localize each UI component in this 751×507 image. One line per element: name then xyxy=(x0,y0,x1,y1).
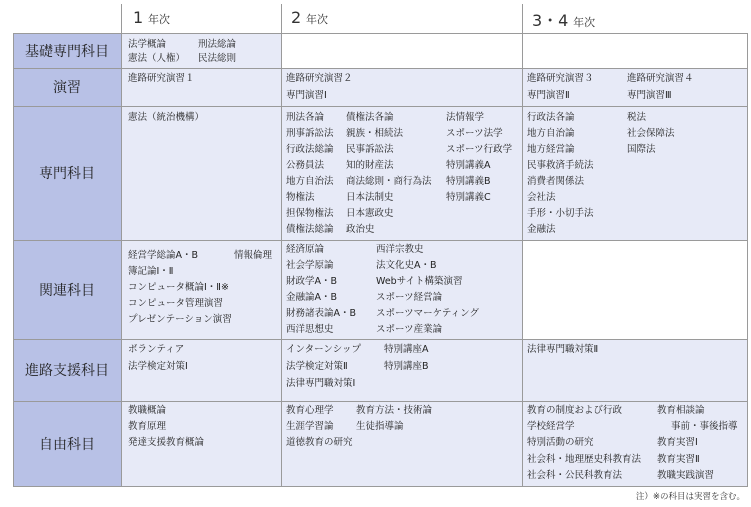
course-item: 専門演習Ⅱ xyxy=(527,90,570,101)
course-item: 事前・事後指導 xyxy=(671,421,738,432)
course-item: スポーツ法学 xyxy=(446,128,503,139)
course-item: 学校経営学 xyxy=(527,421,575,432)
course-item: 教職実践演習 xyxy=(657,470,715,481)
year-2-suffix: 年次 xyxy=(305,13,328,26)
course-item: 専門演習Ⅰ xyxy=(286,90,327,101)
course-item: 教育原理 xyxy=(128,421,167,432)
course-item: 特別活動の研究 xyxy=(527,437,594,448)
course-item: 教育心理学 xyxy=(286,405,334,416)
course-item: コンピュータ管理演習 xyxy=(128,298,224,309)
course-item: 地方自治法 xyxy=(286,176,334,187)
year-1-suffix: 年次 xyxy=(147,13,170,26)
course-item: 進路研究演習３ xyxy=(527,73,594,84)
course-item: 法情報学 xyxy=(446,112,485,123)
course-item: 法文化史A・B xyxy=(376,260,437,271)
course-item: 特別講義A xyxy=(446,160,491,171)
footnote: 注）※の科目は実習を含む。 xyxy=(635,492,745,502)
category-shinro xyxy=(13,339,121,401)
course-item: 財務諸表論A・B xyxy=(286,308,357,319)
course-item: 法学検定対策Ⅱ xyxy=(286,361,348,372)
course-item: 民法総則 xyxy=(198,53,237,64)
course-item: 教職概論 xyxy=(128,405,167,416)
course-item: 簿記論Ⅰ・Ⅱ xyxy=(128,266,174,277)
course-item: 国際法 xyxy=(627,144,656,155)
category-senmon xyxy=(13,106,121,240)
course-item: 社会学原論 xyxy=(286,260,334,271)
course-item: 民事救済手続法 xyxy=(527,160,594,171)
grid-line xyxy=(13,486,748,487)
course-item: 法学検定対策Ⅰ xyxy=(128,361,188,372)
course-item: 金融論A・B xyxy=(286,292,338,303)
year-3-4-number: 3・4 xyxy=(532,11,569,30)
grid-line xyxy=(281,4,282,486)
category-kanren xyxy=(13,240,121,339)
course-item: 西洋思想史 xyxy=(286,324,334,335)
grid-line xyxy=(13,339,748,340)
course-item: 政治史 xyxy=(346,224,375,235)
grid-line xyxy=(13,401,748,402)
course-item: 地方経営論 xyxy=(527,144,575,155)
course-item: 生涯学習論 xyxy=(286,421,334,432)
course-item: 道徳教育の研究 xyxy=(286,437,353,448)
course-item: 特別講義C xyxy=(446,192,491,203)
course-item: スポーツマーケティング xyxy=(376,308,479,319)
course-item: 商法総則・商行為法 xyxy=(346,176,432,187)
course-item: インターンシップ xyxy=(286,344,362,355)
grid-line xyxy=(13,240,748,241)
course-item: 消費者関係法 xyxy=(527,176,585,187)
course-item: 債権法総論 xyxy=(286,224,334,235)
course-item: 公務員法 xyxy=(286,160,325,171)
course-item: コンピュータ概論Ⅰ・Ⅱ※ xyxy=(128,282,229,293)
course-item: 特別講義B xyxy=(446,176,491,187)
course-item: 担保物権法 xyxy=(286,208,334,219)
category-kiso xyxy=(13,33,121,68)
header-year-1 xyxy=(121,4,281,32)
course-item: 経営学総論A・B xyxy=(128,250,199,261)
course-item: 刑法総論 xyxy=(198,39,237,50)
course-item: 教育方法・技術論 xyxy=(356,405,433,416)
course-item: スポーツ経営論 xyxy=(376,292,443,303)
course-item: 専門演習Ⅲ xyxy=(627,90,672,101)
grid-line xyxy=(13,33,14,486)
course-item: スポーツ行政学 xyxy=(446,144,513,155)
grid-line xyxy=(747,33,748,486)
course-item: 法学概論 xyxy=(128,39,167,50)
category-jiyu xyxy=(13,401,121,486)
course-item: 日本憲政史 xyxy=(346,208,394,219)
grid-line xyxy=(121,4,122,486)
course-item: 進路研究演習１ xyxy=(128,73,195,84)
course-item: 教育の制度および行政 xyxy=(527,405,623,416)
course-item: 法律専門職対策Ⅱ xyxy=(527,344,599,355)
course-item: 社会科・公民科教育法 xyxy=(527,470,623,481)
course-item: 教育相談論 xyxy=(657,405,705,416)
grid-line xyxy=(13,68,748,69)
course-item: 経済原論 xyxy=(286,244,325,255)
course-item: 憲法（統治機構） xyxy=(128,112,205,123)
course-item: 日本法制史 xyxy=(346,192,394,203)
course-item: 知的財産法 xyxy=(346,160,394,171)
year-1-number: 1 xyxy=(133,8,144,27)
course-item: 会社法 xyxy=(527,192,556,203)
empty-cell-kiso-y2 xyxy=(281,33,522,68)
course-item: スポーツ産業論 xyxy=(376,324,443,335)
grid-line xyxy=(13,106,748,107)
grid-line xyxy=(522,4,523,486)
course-item: 特別講座B xyxy=(384,361,429,372)
course-item: 親族・相続法 xyxy=(346,128,404,139)
course-item: 税法 xyxy=(627,112,647,123)
header-year-3-4 xyxy=(522,4,747,32)
year-2-number: 2 xyxy=(291,8,302,27)
course-item: 発達支援教育概論 xyxy=(128,437,205,448)
course-item: 社会保障法 xyxy=(627,128,675,139)
course-item: 進路研究演習２ xyxy=(286,73,353,84)
course-item: プレゼンテーション演習 xyxy=(128,314,232,325)
course-item: 手形・小切手法 xyxy=(527,208,594,219)
category-shinro-label: 進路支援科目 xyxy=(25,363,109,379)
course-item: 憲法（人権） xyxy=(128,53,186,64)
category-enshu xyxy=(13,68,121,106)
category-senmon-label: 専門科目 xyxy=(39,166,95,182)
course-item: 進路研究演習４ xyxy=(627,73,694,84)
course-item: 教育実習Ⅱ xyxy=(657,454,700,465)
course-item: 情報倫理 xyxy=(234,250,273,261)
course-item: 法律専門職対策Ⅰ xyxy=(286,378,356,389)
header-year-2 xyxy=(281,4,522,32)
course-item: 金融法 xyxy=(527,224,556,235)
empty-cell-kanren-y3 xyxy=(522,240,747,339)
year-3-4-suffix: 年次 xyxy=(573,16,596,29)
course-item: 特別講座A xyxy=(384,344,429,355)
course-item: 行政法各論 xyxy=(527,112,575,123)
course-item: 社会科・地理歴史科教育法 xyxy=(527,454,642,465)
course-item: 財政学A・B xyxy=(286,276,338,287)
course-item: 刑法各論 xyxy=(286,112,325,123)
category-jiyu-label: 自由科目 xyxy=(39,436,95,453)
course-item: 地方自治論 xyxy=(527,128,575,139)
course-item: 債権法各論 xyxy=(346,112,394,123)
course-item: 教育実習Ⅰ xyxy=(657,437,698,448)
course-item: 民事訴訟法 xyxy=(346,144,394,155)
course-item: 行政法総論 xyxy=(286,144,334,155)
category-kanren-label: 関連科目 xyxy=(39,282,95,299)
course-item: Webサイト構築演習 xyxy=(376,276,463,287)
category-kiso-label: 基礎専門科目 xyxy=(25,43,109,60)
course-item: 刑事訴訟法 xyxy=(286,128,334,139)
course-item: 生徒指導論 xyxy=(356,421,404,432)
course-item: 西洋宗教史 xyxy=(376,244,424,255)
course-item: ボランティア xyxy=(128,344,185,355)
category-enshu-label: 演習 xyxy=(53,80,81,96)
grid-line xyxy=(13,33,748,34)
course-item: 物権法 xyxy=(286,192,315,203)
